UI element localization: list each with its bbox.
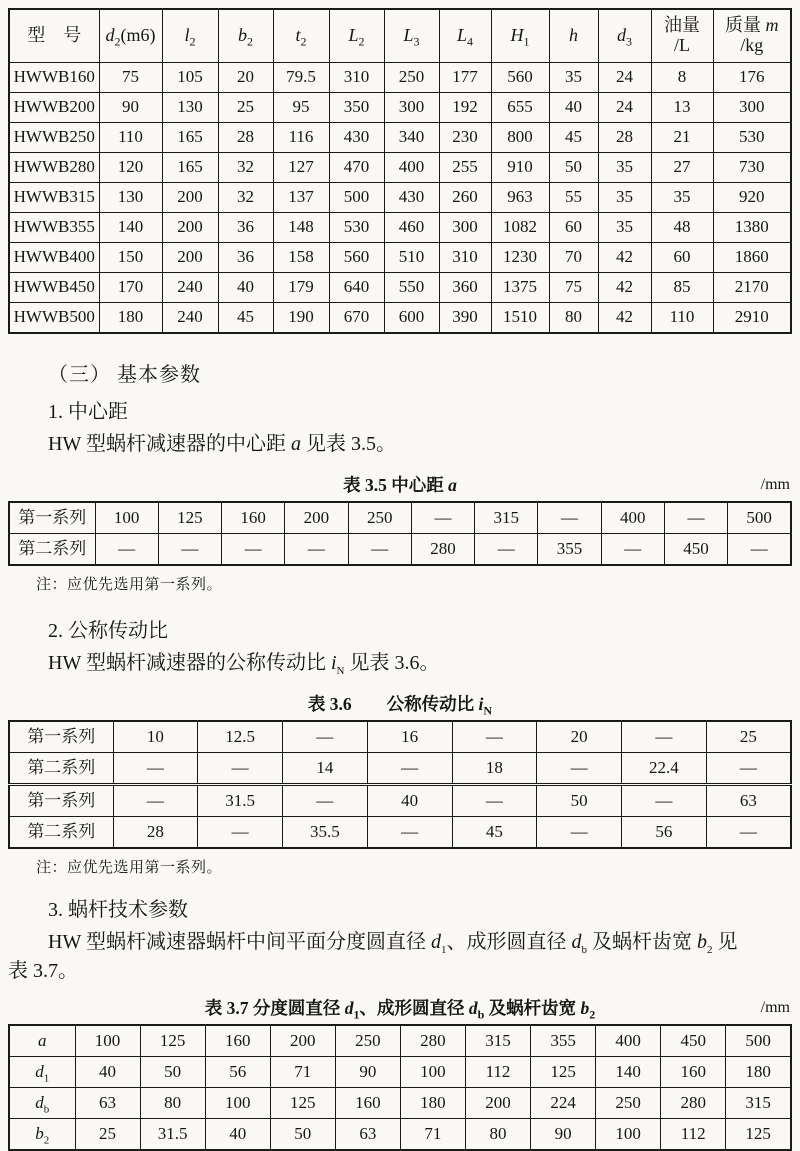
table-body [9, 63, 791, 334]
table-cell: 第一系列 [9, 502, 95, 534]
table-row [9, 93, 791, 123]
table-row [9, 1119, 791, 1151]
table-cell: 137 [273, 183, 329, 213]
table-cell: 280 [400, 1025, 465, 1057]
table-cell: 177 [439, 63, 491, 93]
table-cell: 315 [465, 1025, 530, 1057]
table-row [9, 502, 791, 534]
table36-caption-row [8, 691, 792, 717]
table-cell: 100 [596, 1119, 661, 1151]
table-row [9, 1057, 791, 1088]
table-cell: — [706, 817, 791, 849]
table35-note: 注：应优先选用第一系列。 [36, 577, 223, 593]
table-cell: 71 [270, 1057, 335, 1088]
table-cell: 56 [205, 1057, 270, 1088]
table-cell: 36 [218, 213, 273, 243]
item2-paragraph: HW 型蜗杆减速器的公称传动比 $i_N$ 见表 3.6。 [48, 652, 440, 677]
table-cell: 40 [218, 273, 273, 303]
table-cell: 500 [728, 502, 791, 534]
table-row [9, 213, 791, 243]
table35-caption-row [8, 472, 792, 498]
table-cell: 35 [598, 183, 651, 213]
table-cell: 45 [218, 303, 273, 334]
item1-paragraph: HW 型蜗杆减速器的中心距 a 见表 3.5。 [48, 433, 396, 455]
table-cell: 第二系列 [9, 534, 95, 566]
table-cell: HWWB315 [9, 183, 99, 213]
table-cell: 50 [549, 153, 598, 183]
table-cell: 24 [598, 93, 651, 123]
table-cell: 510 [384, 243, 439, 273]
table-cell: 45 [549, 123, 598, 153]
table-cell: 90 [335, 1057, 400, 1088]
table-cell: 160 [205, 1025, 270, 1057]
table-cell: 1375 [491, 273, 549, 303]
table-row [9, 123, 791, 153]
table-cell: 355 [531, 1025, 596, 1057]
table-cell: 550 [384, 273, 439, 303]
table-cell: 430 [329, 123, 384, 153]
table-cell: 560 [329, 243, 384, 273]
table-cell: 125 [140, 1025, 205, 1057]
table-cell: 31.5 [140, 1119, 205, 1151]
column-header-oil: 油量 /L [651, 9, 713, 63]
table-cell: 42 [598, 243, 651, 273]
table-cell: 963 [491, 183, 549, 213]
table-cell: 56 [622, 817, 707, 849]
table-cell: — [222, 534, 285, 566]
table-cell: — [537, 753, 622, 785]
table-cell: 240 [162, 303, 218, 334]
table-cell: 470 [329, 153, 384, 183]
table-cell: 2170 [713, 273, 791, 303]
table-cell: — [283, 721, 368, 753]
row-label-b2: $b_2$ [9, 1119, 75, 1151]
column-header-b2: $b_2$ [218, 9, 273, 63]
table-cell: — [452, 721, 537, 753]
table-cell: 35 [549, 63, 598, 93]
table-cell: 670 [329, 303, 384, 334]
table-cell: — [367, 753, 452, 785]
column-header-mass: 质量 m /kg [713, 9, 791, 63]
table-cell: 55 [549, 183, 598, 213]
table-cell: 8 [651, 63, 713, 93]
table-cell: 25 [706, 721, 791, 753]
table-body [9, 1025, 791, 1150]
table-cell: 32 [218, 183, 273, 213]
table-cell: 280 [411, 534, 474, 566]
table-cell: 35 [598, 213, 651, 243]
table-cell: 180 [99, 303, 162, 334]
table-cell: 310 [329, 63, 384, 93]
table-cell: 第二系列 [9, 817, 113, 849]
table-cell: 280 [661, 1088, 726, 1119]
table-cell: 255 [439, 153, 491, 183]
table-cell: 60 [651, 243, 713, 273]
table-cell: 25 [218, 93, 273, 123]
table-row [9, 303, 791, 334]
table-cell: 170 [99, 273, 162, 303]
table-cell: 45 [452, 817, 537, 849]
table-cell: 160 [661, 1057, 726, 1088]
table-cell: 200 [270, 1025, 335, 1057]
table-cell: 140 [99, 213, 162, 243]
table-cell: 530 [713, 123, 791, 153]
table-row [9, 273, 791, 303]
table-cell: — [622, 785, 707, 817]
table-cell: 200 [285, 502, 348, 534]
table-cell: 355 [538, 534, 601, 566]
column-header-L2: $L_2$ [329, 9, 384, 63]
table-cell: 192 [439, 93, 491, 123]
table-cell: HWWB200 [9, 93, 99, 123]
table-cell: 310 [439, 243, 491, 273]
table-cell: 400 [596, 1025, 661, 1057]
table-cell: 80 [465, 1119, 530, 1151]
table-cell: 655 [491, 93, 549, 123]
table-cell: 530 [329, 213, 384, 243]
table-cell: 42 [598, 273, 651, 303]
item2-title: 2. 公称传动比 [48, 620, 168, 642]
table-cell: — [537, 817, 622, 849]
table-cell: 20 [218, 63, 273, 93]
column-header-h: h [549, 9, 598, 63]
table-cell: 350 [329, 93, 384, 123]
table-cell: 2910 [713, 303, 791, 334]
table-cell: 200 [465, 1088, 530, 1119]
table-cell: 315 [475, 502, 538, 534]
table-cell: 100 [95, 502, 158, 534]
table-cell: 100 [205, 1088, 270, 1119]
table-cell: — [285, 534, 348, 566]
table-cell: 40 [549, 93, 598, 123]
part-heading: （三） 基本参数 [48, 364, 201, 386]
table-cell: 160 [335, 1088, 400, 1119]
table-cell: — [283, 785, 368, 817]
table-cell: 18 [452, 753, 537, 785]
table-cell: 450 [661, 1025, 726, 1057]
table-cell: 42 [598, 303, 651, 334]
table-cell: 250 [348, 502, 411, 534]
table-cell: 1860 [713, 243, 791, 273]
table-cell: 105 [162, 63, 218, 93]
table-cell: 200 [162, 243, 218, 273]
table-cell: 120 [99, 153, 162, 183]
table-cell: — [411, 502, 474, 534]
table-row [9, 785, 791, 817]
table-cell: 260 [439, 183, 491, 213]
reducer-dimensions-table [8, 8, 792, 334]
table-cell: 1510 [491, 303, 549, 334]
table-cell: 80 [140, 1088, 205, 1119]
table-cell: 910 [491, 153, 549, 183]
table-cell: 40 [75, 1057, 140, 1088]
table35-caption: 表 3.5 中心距 a [343, 475, 457, 495]
table-cell: — [452, 785, 537, 817]
table-cell: 600 [384, 303, 439, 334]
table-cell: 90 [99, 93, 162, 123]
table-cell: — [113, 753, 198, 785]
table-cell: 第一系列 [9, 721, 113, 753]
table-row [9, 753, 791, 785]
table-cell: 71 [400, 1119, 465, 1151]
table-cell: 230 [439, 123, 491, 153]
table-cell: 70 [549, 243, 598, 273]
table-cell: 63 [335, 1119, 400, 1151]
table-cell: 200 [162, 213, 218, 243]
table-header-row [9, 9, 791, 63]
table-cell: 360 [439, 273, 491, 303]
table-cell: 180 [400, 1088, 465, 1119]
table36-note: 注：应优先选用第一系列。 [36, 860, 223, 876]
table-cell: 13 [651, 93, 713, 123]
table-row [9, 721, 791, 753]
table-cell: 560 [491, 63, 549, 93]
table-cell: 80 [549, 303, 598, 334]
table-cell: 430 [384, 183, 439, 213]
table-cell: 125 [270, 1088, 335, 1119]
table-cell: 200 [162, 183, 218, 213]
table-cell: 390 [439, 303, 491, 334]
table-cell: — [95, 534, 158, 566]
table-cell: 10 [113, 721, 198, 753]
table-cell: 50 [537, 785, 622, 817]
table-cell: 450 [664, 534, 727, 566]
transmission-ratio-table [8, 720, 792, 849]
table-cell: 125 [158, 502, 221, 534]
table-cell: — [622, 721, 707, 753]
table-cell: 300 [384, 93, 439, 123]
table-cell: 14 [283, 753, 368, 785]
column-header-t2: $t_2$ [273, 9, 329, 63]
table37-caption: 表 3.7 分度圆直径 $d_1$、成形圆直径 $d_b$ 及蜗杆齿宽 $b_2$ [204, 998, 596, 1022]
table-cell: — [113, 785, 198, 817]
table-cell: 640 [329, 273, 384, 303]
table-cell: 500 [329, 183, 384, 213]
table-row [9, 243, 791, 273]
table-body [9, 502, 791, 565]
table-cell: 500 [726, 1025, 791, 1057]
table-cell: — [475, 534, 538, 566]
table-cell: 28 [598, 123, 651, 153]
row-label-db: $d_b$ [9, 1088, 75, 1119]
table-cell: 25 [75, 1119, 140, 1151]
table-cell: 300 [439, 213, 491, 243]
table-cell: 75 [99, 63, 162, 93]
table-cell: 63 [75, 1088, 140, 1119]
center-distance-table [8, 501, 792, 566]
column-header-d3: $d_3$ [598, 9, 651, 63]
table-cell: 第一系列 [9, 785, 113, 817]
table-row [9, 817, 791, 849]
table-cell: 165 [162, 153, 218, 183]
table-cell: 48 [651, 213, 713, 243]
table-cell: 110 [99, 123, 162, 153]
table-cell: 第二系列 [9, 753, 113, 785]
table-row [9, 534, 791, 566]
table-row [9, 1088, 791, 1119]
column-header-d2: $d_2(m6)$ [99, 9, 162, 63]
table-cell: 158 [273, 243, 329, 273]
table-cell: — [367, 817, 452, 849]
table-cell: 63 [706, 785, 791, 817]
table-cell: 1230 [491, 243, 549, 273]
row-label-d1: $d_1$ [9, 1057, 75, 1088]
table37-caption-row [8, 995, 792, 1021]
table-cell: 130 [162, 93, 218, 123]
table-cell: 24 [598, 63, 651, 93]
item3-title: 3. 蜗杆技术参数 [48, 899, 188, 921]
table-cell: 95 [273, 93, 329, 123]
table-cell: HWWB160 [9, 63, 99, 93]
table-cell: 800 [491, 123, 549, 153]
table-cell: 100 [75, 1025, 140, 1057]
table-cell: 176 [713, 63, 791, 93]
table-cell: 116 [273, 123, 329, 153]
item3-paragraph: HW 型蜗杆减速器蜗杆中间平面分度圆直径 $d_1$、成形圆直径 $d_b$ 及蜗杆齿宽 $b_2$ 见 表 3.7。 [8, 931, 738, 982]
table-header [9, 9, 791, 63]
table-cell: 36 [218, 243, 273, 273]
table36-caption: 表 3.6 公称传动比 $i_N$ [307, 694, 493, 718]
table-cell: 160 [222, 502, 285, 534]
table-cell: — [728, 534, 791, 566]
table-cell: — [198, 753, 283, 785]
table-cell: 730 [713, 153, 791, 183]
table-cell: 35.5 [283, 817, 368, 849]
column-header-model: 型 号 [9, 9, 99, 63]
table-cell: HWWB400 [9, 243, 99, 273]
table-cell: 112 [661, 1119, 726, 1151]
table35-unit: /mm [760, 476, 790, 493]
table-cell: 125 [531, 1057, 596, 1088]
table-cell: 112 [465, 1057, 530, 1088]
table-cell: 125 [726, 1119, 791, 1151]
table-cell: 340 [384, 123, 439, 153]
table-cell: 190 [273, 303, 329, 334]
table-cell: 400 [601, 502, 664, 534]
table-row [9, 183, 791, 213]
table-cell: 250 [384, 63, 439, 93]
table-cell: HWWB250 [9, 123, 99, 153]
column-header-L3: $L_3$ [384, 9, 439, 63]
table-cell: 165 [162, 123, 218, 153]
table-cell: HWWB280 [9, 153, 99, 183]
table-cell: 315 [726, 1088, 791, 1119]
table-cell: HWWB355 [9, 213, 99, 243]
table-cell: HWWB450 [9, 273, 99, 303]
table-cell: 50 [270, 1119, 335, 1151]
row-label-a: a [9, 1025, 75, 1057]
worm-parameters-table [8, 1024, 792, 1151]
table-cell: 90 [531, 1119, 596, 1151]
table-cell: — [198, 817, 283, 849]
table-cell: 85 [651, 273, 713, 303]
table-cell: 21 [651, 123, 713, 153]
table-cell: 28 [113, 817, 198, 849]
table-row [9, 63, 791, 93]
table-cell: 140 [596, 1057, 661, 1088]
table-cell: 20 [537, 721, 622, 753]
table-cell: 40 [367, 785, 452, 817]
table-cell: 35 [651, 183, 713, 213]
table-cell: 300 [713, 93, 791, 123]
table-cell: 460 [384, 213, 439, 243]
table-cell: 250 [335, 1025, 400, 1057]
table-cell: 224 [531, 1088, 596, 1119]
table-cell: — [538, 502, 601, 534]
table-cell: 920 [713, 183, 791, 213]
table-cell: 110 [651, 303, 713, 334]
table-cell: 127 [273, 153, 329, 183]
table-cell: 31.5 [198, 785, 283, 817]
table-cell: — [706, 753, 791, 785]
table-cell: 35 [598, 153, 651, 183]
table-cell: 250 [596, 1088, 661, 1119]
table-cell: 22.4 [622, 753, 707, 785]
table-row [9, 153, 791, 183]
table-cell: 180 [726, 1057, 791, 1088]
column-header-L4: $L_4$ [439, 9, 491, 63]
table37-unit: /mm [760, 999, 790, 1016]
table-cell: — [664, 502, 727, 534]
table-cell: 1380 [713, 213, 791, 243]
table-cell: 79.5 [273, 63, 329, 93]
table-cell: 40 [205, 1119, 270, 1151]
table-cell: 1082 [491, 213, 549, 243]
table-cell: 28 [218, 123, 273, 153]
table-cell: 27 [651, 153, 713, 183]
table-cell: 130 [99, 183, 162, 213]
table-cell: 60 [549, 213, 598, 243]
table-cell: 50 [140, 1057, 205, 1088]
table-cell: — [348, 534, 411, 566]
table-cell: HWWB500 [9, 303, 99, 334]
table-cell: 75 [549, 273, 598, 303]
table-cell: 32 [218, 153, 273, 183]
table-cell: 150 [99, 243, 162, 273]
column-header-l2: $l_2$ [162, 9, 218, 63]
table-cell: 148 [273, 213, 329, 243]
table-cell: 400 [384, 153, 439, 183]
column-header-H1: $H_1$ [491, 9, 549, 63]
item1-title: 1. 中心距 [48, 401, 128, 423]
table-cell: 16 [367, 721, 452, 753]
table-cell: — [158, 534, 221, 566]
table-cell: 240 [162, 273, 218, 303]
table-row [9, 1025, 791, 1057]
table-cell: 12.5 [198, 721, 283, 753]
table-body [9, 721, 791, 848]
table-cell: 100 [400, 1057, 465, 1088]
table-cell: — [601, 534, 664, 566]
table-cell: 179 [273, 273, 329, 303]
